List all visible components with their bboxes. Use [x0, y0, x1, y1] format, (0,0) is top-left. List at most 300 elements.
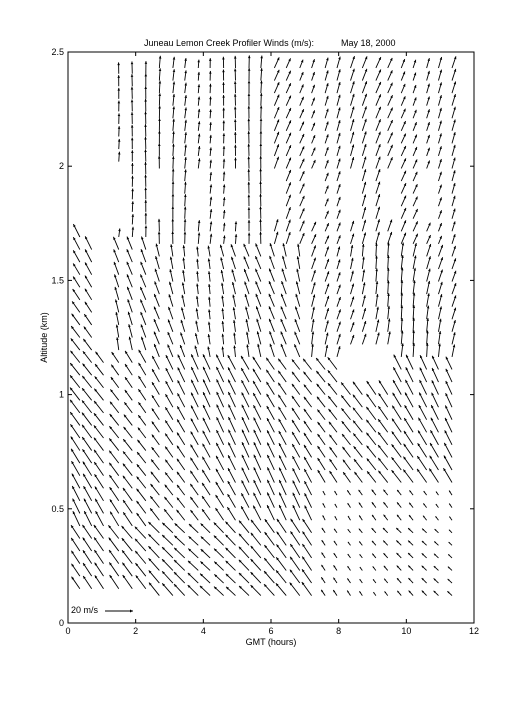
wind-vector: [438, 257, 442, 269]
wind-vector: [260, 56, 263, 68]
wind-vector: [341, 395, 350, 407]
wind-vector: [168, 307, 173, 319]
wind-vector: [113, 237, 118, 250]
wind-vector: [323, 503, 325, 507]
wind-vector: [137, 477, 146, 489]
wind-vector: [362, 157, 366, 169]
wind-vector: [452, 283, 456, 294]
wind-vector: [362, 106, 366, 118]
wind-vector: [438, 319, 441, 332]
wind-vector: [291, 519, 300, 533]
wind-vector: [362, 282, 365, 294]
wind-vector-head: [247, 169, 250, 172]
wind-vector: [122, 526, 133, 539]
wind-vector: [312, 234, 316, 244]
wind-vector: [244, 281, 249, 294]
wind-vector: [178, 355, 185, 370]
wind-vector: [209, 71, 212, 81]
wind-vector: [279, 443, 286, 457]
wind-vector: [359, 591, 362, 595]
wind-vector: [259, 156, 262, 169]
wind-vector: [312, 123, 315, 131]
wind-vector-head: [282, 268, 284, 271]
wind-vector: [71, 436, 80, 450]
wind-vector: [108, 525, 118, 538]
wind-vector: [292, 420, 300, 432]
wind-vector: [417, 469, 427, 483]
wind-vector: [247, 156, 250, 168]
wind-vector-head: [248, 93, 251, 96]
wind-vector: [125, 364, 132, 375]
wind-vector: [413, 159, 417, 168]
wind-vector: [173, 57, 176, 68]
wind-vector: [383, 541, 388, 546]
wind-vector: [228, 417, 235, 432]
wind-vector: [286, 232, 290, 244]
wind-vector: [420, 355, 427, 369]
wind-vector: [337, 334, 341, 344]
wind-vector: [431, 405, 438, 420]
wind-vector-head: [141, 236, 143, 239]
wind-vector: [335, 516, 337, 520]
wind-vector-head: [144, 175, 147, 178]
wind-vector: [452, 258, 456, 269]
wind-vector: [302, 557, 311, 571]
wind-vector: [312, 307, 315, 319]
wind-vector: [203, 354, 210, 369]
wind-vector: [123, 512, 132, 526]
wind-vector: [388, 232, 392, 244]
wind-vector-head: [223, 172, 226, 175]
wind-vector: [337, 309, 341, 319]
wind-vector: [117, 88, 120, 99]
wind-vector: [200, 561, 210, 570]
wind-vector: [226, 548, 236, 558]
wind-vector: [158, 118, 161, 131]
wind-vector: [110, 389, 118, 400]
wind-vector: [387, 293, 390, 306]
wind-vector: [372, 554, 376, 558]
wind-vector-head: [222, 82, 225, 85]
wind-vector: [337, 297, 341, 307]
wind-vector: [452, 170, 456, 181]
wind-vector: [438, 210, 441, 219]
wind-vector: [427, 244, 432, 256]
wind-vector: [221, 308, 224, 319]
wind-vector-head: [144, 137, 147, 140]
wind-vector-head: [231, 257, 233, 260]
wind-vector: [180, 332, 184, 344]
wind-vector: [269, 306, 275, 319]
wind-vector-head: [364, 119, 366, 122]
wind-vector: [188, 573, 198, 583]
wind-vector: [304, 457, 311, 470]
wind-vector: [413, 110, 417, 118]
wind-vector: [373, 592, 375, 596]
wind-vector: [312, 331, 315, 344]
wind-vector: [388, 331, 391, 344]
wind-vector: [150, 496, 159, 508]
wind-vector: [351, 144, 355, 155]
wind-vector: [267, 443, 274, 458]
wind-vector: [226, 587, 235, 596]
wind-vector: [274, 132, 279, 144]
wind-vector: [427, 235, 431, 244]
wind-vector-head: [169, 294, 171, 297]
wind-vector: [122, 538, 133, 551]
wind-vector: [152, 435, 160, 445]
wind-vector-head: [453, 246, 455, 249]
wind-vector: [109, 463, 119, 476]
wind-vector: [409, 490, 413, 495]
wind-vector: [290, 544, 299, 558]
wind-vector-head: [209, 84, 212, 87]
wind-vector-head: [222, 120, 225, 123]
wind-vector: [438, 95, 441, 106]
wind-vector: [239, 534, 249, 546]
wind-vector-head: [144, 124, 147, 127]
wind-vector: [223, 210, 226, 219]
wind-vector: [304, 445, 312, 458]
wind-vector-head: [327, 284, 329, 287]
wind-vector: [111, 377, 119, 388]
wind-vector: [279, 492, 286, 507]
wind-vector: [184, 157, 187, 168]
wind-vector: [247, 131, 250, 143]
wind-vector: [131, 163, 134, 174]
wind-vector: [376, 194, 380, 206]
wind-vector: [325, 122, 328, 131]
wind-vector: [202, 496, 210, 508]
wind-vector: [330, 471, 337, 483]
wind-vector-head: [338, 272, 340, 275]
wind-vector-head: [313, 270, 315, 273]
wind-vector: [181, 320, 185, 332]
wind-vector-head: [198, 233, 201, 236]
wind-vector: [110, 499, 119, 513]
wind-vector: [267, 406, 275, 420]
wind-vector: [198, 84, 201, 93]
wind-vector: [195, 321, 198, 332]
wind-vector: [118, 126, 121, 136]
wind-vector-head: [158, 93, 161, 96]
wind-vector: [362, 207, 366, 219]
wind-vector: [248, 55, 251, 68]
wind-vector: [337, 247, 340, 257]
wind-vector: [413, 60, 416, 68]
wind-vector: [123, 464, 132, 476]
wind-vector: [109, 451, 119, 464]
wind-vector: [434, 591, 439, 596]
wind-vector: [184, 107, 187, 118]
wind-vector: [109, 426, 118, 438]
wind-vector: [337, 210, 341, 219]
wind-vector-head: [131, 189, 134, 192]
wind-vector: [242, 430, 249, 445]
wind-vector: [270, 243, 275, 256]
wind-vector: [244, 256, 249, 269]
wind-vector: [154, 319, 160, 332]
wind-vector: [208, 258, 211, 269]
wind-vector: [366, 433, 376, 445]
wind-vector: [438, 282, 442, 294]
wind-vector: [312, 85, 315, 93]
wind-vector: [209, 147, 212, 156]
wind-vector: [207, 347, 210, 357]
wind-vector: [342, 434, 350, 445]
wind-vector: [438, 331, 441, 344]
wind-vector: [279, 455, 286, 470]
wind-vector: [196, 296, 199, 307]
wind-vector: [71, 564, 79, 576]
wind-vector: [170, 244, 173, 256]
wind-vector: [445, 405, 452, 419]
wind-vector: [278, 371, 286, 382]
wind-vector: [151, 472, 160, 483]
wind-vector: [360, 579, 363, 583]
wind-vector: [208, 334, 211, 344]
wind-vector-head: [248, 55, 251, 58]
wind-vector: [175, 523, 185, 532]
wind-vector: [329, 422, 337, 433]
wind-vector: [432, 380, 439, 394]
wind-vector: [248, 207, 251, 219]
wind-vector: [452, 234, 456, 244]
wind-vector: [279, 505, 286, 520]
wind-vector: [286, 83, 291, 93]
wind-vector: [82, 425, 92, 438]
wind-vector: [353, 421, 362, 433]
wind-vector: [265, 532, 275, 545]
wind-vector: [337, 120, 341, 131]
wind-vector: [392, 457, 402, 470]
wind-vector: [152, 408, 160, 419]
wind-vector: [118, 228, 121, 237]
wind-vector: [337, 95, 341, 106]
wind-vector: [290, 531, 299, 545]
wind-vector-head: [295, 307, 297, 310]
wind-vector: [83, 364, 92, 376]
wind-vector: [278, 383, 286, 395]
wind-vector: [408, 578, 413, 583]
wind-vector: [131, 99, 134, 111]
wind-vector: [228, 430, 235, 445]
wind-vector: [214, 522, 224, 532]
wind-vector: [426, 318, 429, 332]
wind-vector-head: [260, 118, 263, 121]
wind-vector: [417, 456, 426, 470]
wind-vector: [222, 69, 225, 80]
wind-vector: [367, 446, 376, 458]
wind-vector: [255, 269, 261, 282]
wind-vector: [397, 502, 401, 507]
wind-vector-head: [362, 244, 365, 247]
wind-vector: [184, 219, 187, 231]
wind-vector: [293, 480, 300, 495]
wind-vector: [172, 194, 175, 207]
wind-vector: [239, 573, 249, 583]
wind-vector: [259, 206, 262, 218]
wind-vector-head: [270, 344, 272, 347]
wind-vector: [239, 586, 249, 596]
wind-vector: [172, 206, 175, 219]
wind-vector: [244, 269, 249, 282]
wind-vector: [196, 308, 199, 319]
wind-vector: [329, 459, 336, 470]
wind-vector: [325, 259, 329, 269]
wind-vector: [110, 575, 119, 589]
wind-vector: [325, 147, 328, 156]
plot-area: [51, 47, 479, 636]
wind-vector: [169, 294, 173, 306]
wind-vector: [383, 490, 387, 495]
wind-vector: [286, 182, 291, 193]
wind-vector: [353, 408, 362, 420]
wind-vector: [354, 459, 362, 470]
wind-vector: [181, 295, 184, 307]
wind-vector: [239, 547, 249, 558]
wind-vector: [144, 86, 147, 99]
wind-vector: [413, 172, 417, 181]
wind-vector: [293, 493, 300, 508]
wind-vector-head: [441, 257, 443, 260]
wind-vector: [196, 247, 199, 257]
wind-vector-head: [378, 157, 380, 160]
wind-vector: [376, 332, 380, 344]
wind-vector: [150, 508, 159, 520]
wind-vector: [269, 281, 275, 294]
wind-vector: [276, 570, 286, 583]
wind-vector-head: [118, 101, 121, 104]
wind-vector: [73, 224, 79, 237]
wind-vector: [312, 295, 316, 307]
wind-vector: [412, 318, 415, 332]
wind-vector: [286, 207, 291, 219]
wind-vector: [196, 259, 199, 269]
wind-vector-head: [260, 131, 263, 134]
wind-vector: [72, 486, 80, 501]
wind-vector: [228, 367, 235, 382]
wind-vector: [427, 223, 431, 232]
wind-vector: [274, 144, 279, 156]
wind-vector-head: [222, 57, 225, 60]
wind-vector: [255, 256, 261, 269]
x-tick-label: 2: [133, 626, 139, 636]
wind-vector: [139, 363, 146, 375]
wind-vector: [269, 294, 275, 307]
wind-vector: [246, 332, 249, 345]
wind-vector-head: [158, 118, 161, 121]
wind-vector: [274, 119, 279, 130]
wind-vector: [70, 412, 80, 425]
wind-vector: [203, 418, 210, 433]
wind-vector-head: [338, 171, 340, 174]
wind-vector: [242, 417, 249, 432]
wind-vector: [337, 133, 341, 143]
wind-vector: [427, 306, 430, 320]
wind-vector-head: [184, 194, 187, 197]
wind-vector: [152, 356, 159, 370]
wind-vector: [217, 405, 224, 420]
wind-vector: [149, 570, 160, 583]
wind-vector: [401, 171, 406, 181]
wind-vector: [412, 330, 415, 344]
wind-vector-head: [234, 158, 237, 161]
wind-vector: [144, 111, 147, 123]
wind-vector: [140, 262, 145, 275]
wind-vector: [286, 108, 291, 118]
wind-vector: [376, 169, 380, 181]
wind-vector: [234, 158, 237, 169]
wind-vector-head: [454, 69, 456, 72]
wind-vector: [452, 69, 456, 81]
wind-vector: [95, 364, 103, 375]
wind-vector: [260, 118, 263, 131]
wind-vector: [71, 551, 79, 564]
wind-vector: [292, 444, 299, 457]
wind-vector: [200, 574, 210, 583]
wind-vector: [353, 382, 362, 395]
wind-vector: [216, 430, 223, 445]
wind-vector-head: [414, 85, 416, 88]
wind-vector: [351, 56, 355, 68]
wind-vector: [388, 120, 393, 131]
wind-vector: [294, 332, 299, 345]
wind-vector: [449, 490, 452, 495]
wind-vector: [184, 70, 187, 80]
wind-vector: [123, 451, 132, 463]
wind-vector: [397, 591, 401, 596]
wind-vector-head: [180, 332, 182, 335]
wind-vector: [362, 244, 365, 256]
x-tick-label: 8: [336, 626, 342, 636]
wind-vector: [221, 347, 224, 357]
wind-vector: [144, 149, 147, 161]
wind-vector: [260, 68, 263, 80]
wind-vector-head: [338, 285, 340, 288]
wind-vector: [351, 69, 355, 81]
wind-vector: [348, 503, 351, 508]
wind-vector: [438, 121, 441, 131]
wind-vector: [334, 565, 337, 570]
wind-vector: [154, 294, 159, 307]
wind-vector: [165, 394, 172, 407]
wind-vector: [434, 541, 438, 545]
wind-vector: [408, 541, 413, 546]
y-tick-label: 0.5: [51, 503, 64, 514]
wind-vector-head: [244, 281, 246, 284]
wind-vector: [269, 319, 274, 332]
wind-vector: [429, 468, 438, 482]
wind-vector-head: [378, 194, 380, 197]
wind-vector: [242, 468, 249, 483]
wind-vector-head: [118, 113, 121, 116]
wind-vector: [222, 57, 225, 68]
wind-vector: [145, 225, 148, 237]
wind-vector: [201, 549, 210, 558]
wind-vector: [210, 184, 213, 193]
wind-vector: [232, 282, 236, 294]
wind-vector: [244, 244, 249, 257]
wind-vector: [325, 96, 328, 106]
wind-vector: [152, 447, 160, 457]
wind-vector-head: [364, 94, 366, 97]
wind-vector: [351, 309, 355, 319]
wind-vector: [378, 419, 388, 432]
wind-vector: [216, 495, 224, 508]
wind-vector: [127, 262, 133, 275]
wind-vector-head: [427, 135, 429, 138]
